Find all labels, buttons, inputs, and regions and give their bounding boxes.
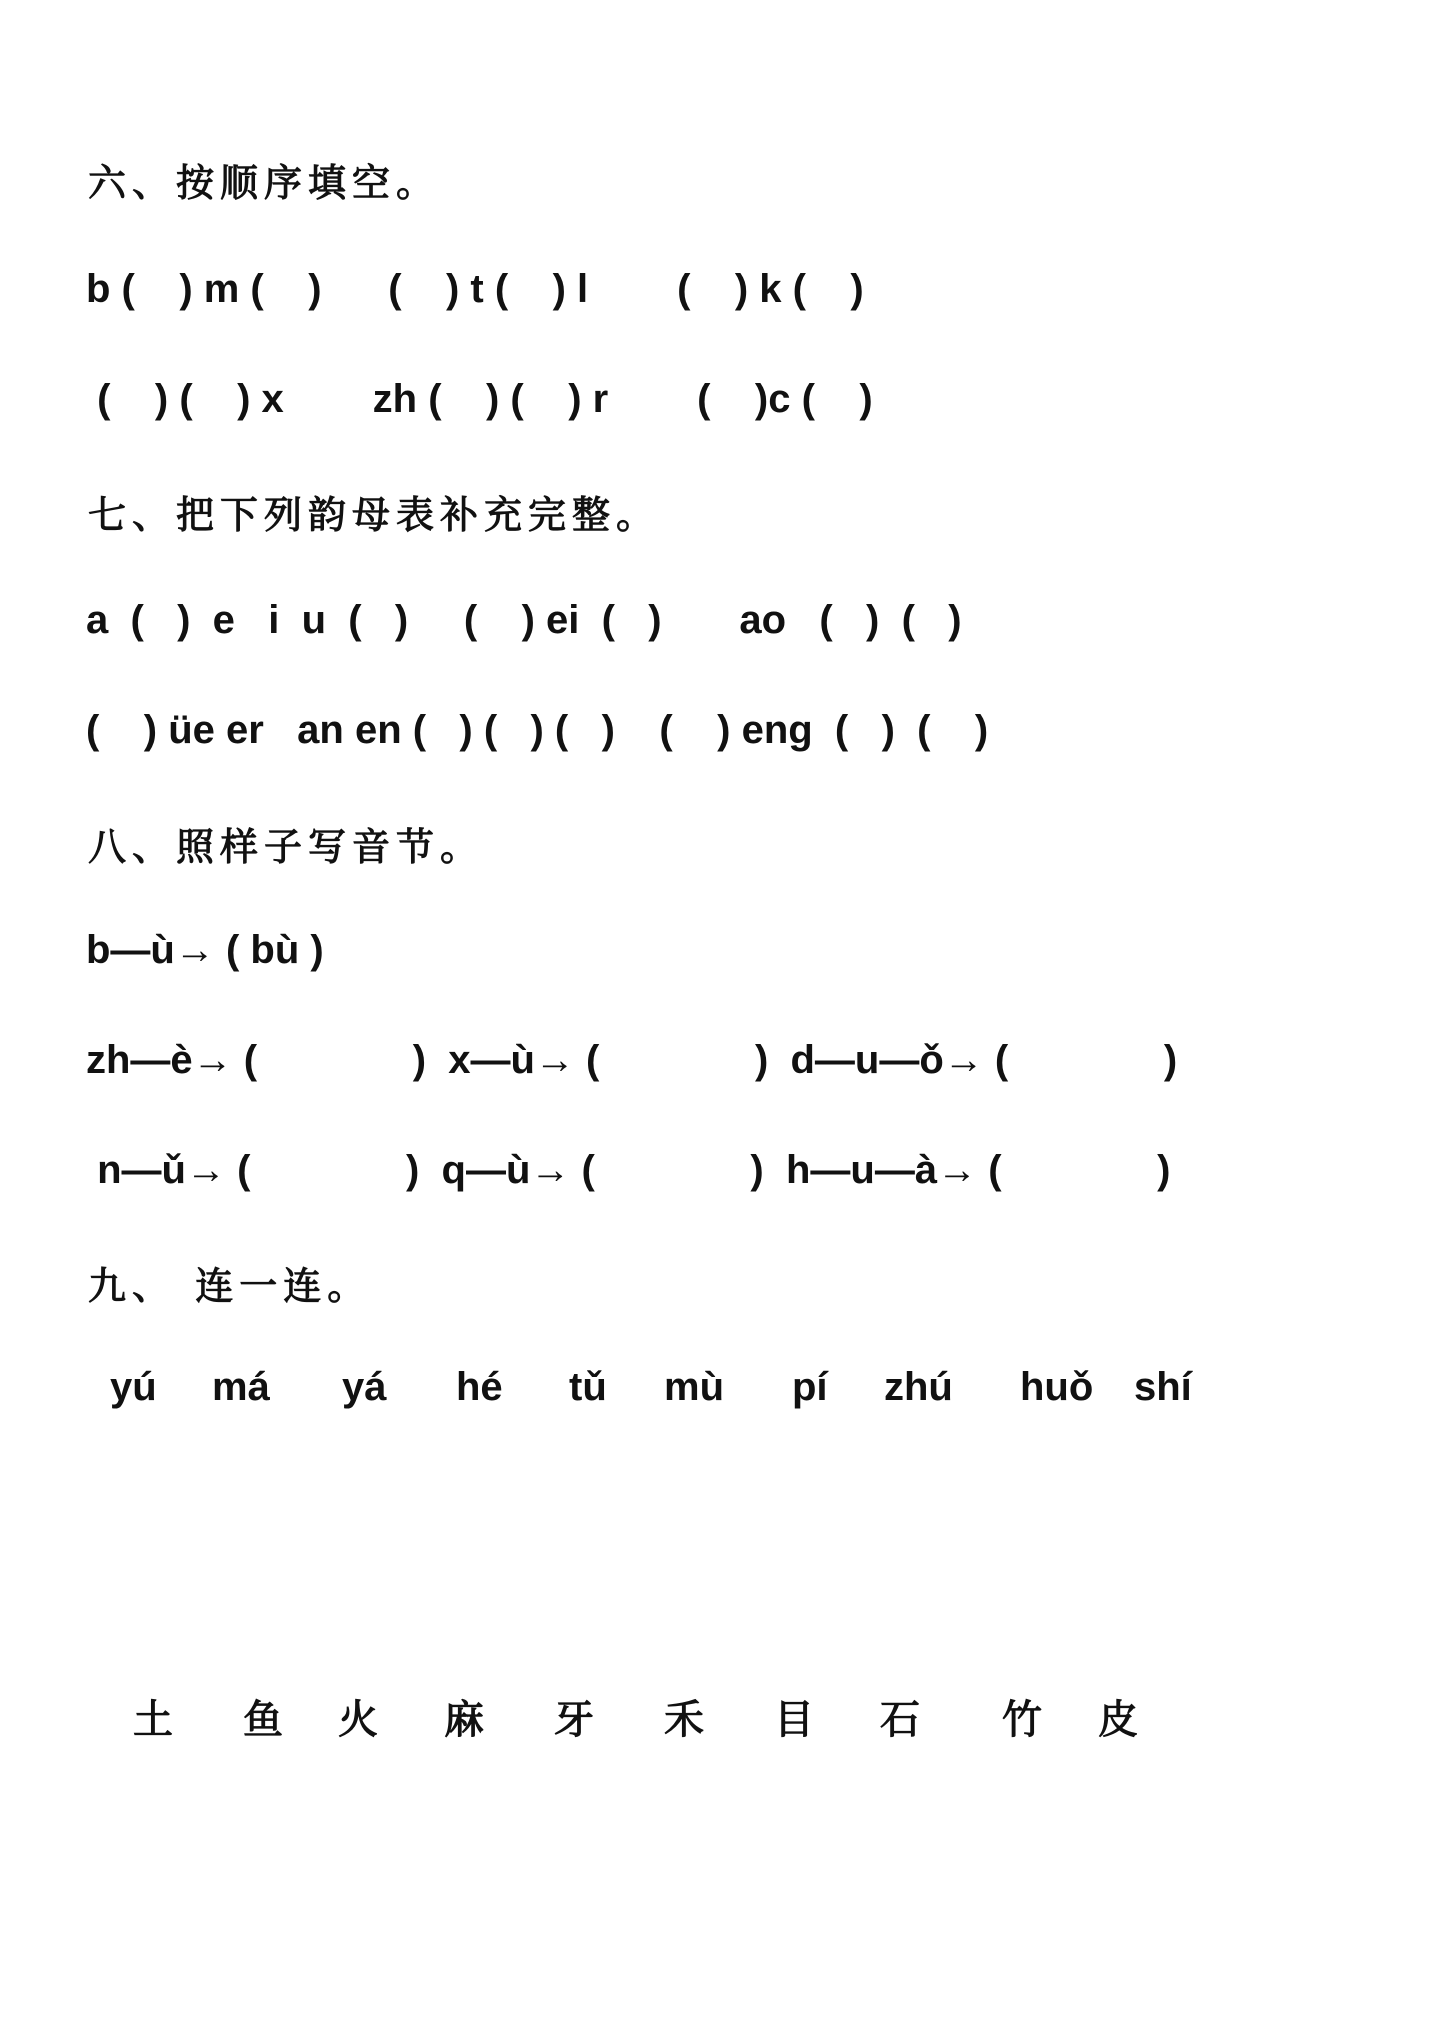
- section-8-example: b—ù→ ( bù ): [86, 928, 324, 972]
- pinyin-item: yá: [342, 1365, 387, 1409]
- section-7-line-1: a ( ) e i u ( ) ( ) ei ( ) ao ( ) ( ): [86, 598, 962, 642]
- character-item: 土: [133, 1696, 173, 1743]
- character-item: 竹: [1002, 1696, 1042, 1743]
- section-8-line-1: zh—è→ ( ) x—ù→ ( ) d—u—ǒ→ ( ): [86, 1038, 1178, 1082]
- pinyin-item: má: [212, 1365, 270, 1409]
- character-item: 牙: [554, 1696, 594, 1743]
- section-7-line-2: ( ) üe er an en ( ) ( ) ( ) ( ) eng ( ) ( ): [86, 708, 989, 752]
- section-6-line-2: ( ) ( ) x zh ( ) ( ) r ( )c ( ): [86, 377, 873, 421]
- character-item: 禾: [664, 1696, 704, 1743]
- pinyin-item: hé: [456, 1365, 503, 1409]
- pinyin-item: shí: [1134, 1365, 1192, 1409]
- pinyin-item: tǔ: [569, 1365, 607, 1409]
- section-6-heading: 六、按顺序填空。: [88, 160, 441, 205]
- section-8-line-2: n—ǔ→ ( ) q—ù→ ( ) h—u—à→ ( ): [86, 1148, 1171, 1192]
- character-item: 目: [774, 1696, 814, 1743]
- section-8-heading: 八、照样子写音节。: [88, 824, 485, 869]
- pinyin-item: huǒ: [1020, 1365, 1094, 1409]
- character-item: 火: [338, 1696, 378, 1743]
- character-item: 鱼: [243, 1696, 283, 1743]
- pinyin-item: yú: [110, 1365, 157, 1409]
- pinyin-item: zhú: [884, 1365, 953, 1409]
- pinyin-item: mù: [664, 1365, 724, 1409]
- character-item: 皮: [1098, 1696, 1138, 1743]
- pinyin-item: pí: [792, 1365, 828, 1409]
- character-item: 麻: [444, 1696, 484, 1743]
- character-item: 石: [880, 1696, 920, 1743]
- section-9-heading: 九、 连一连。: [88, 1263, 372, 1308]
- section-7-heading: 七、把下列韵母表补充完整。: [88, 492, 661, 537]
- section-6-line-1: b ( ) m ( ) ( ) t ( ) l ( ) k ( ): [86, 267, 864, 311]
